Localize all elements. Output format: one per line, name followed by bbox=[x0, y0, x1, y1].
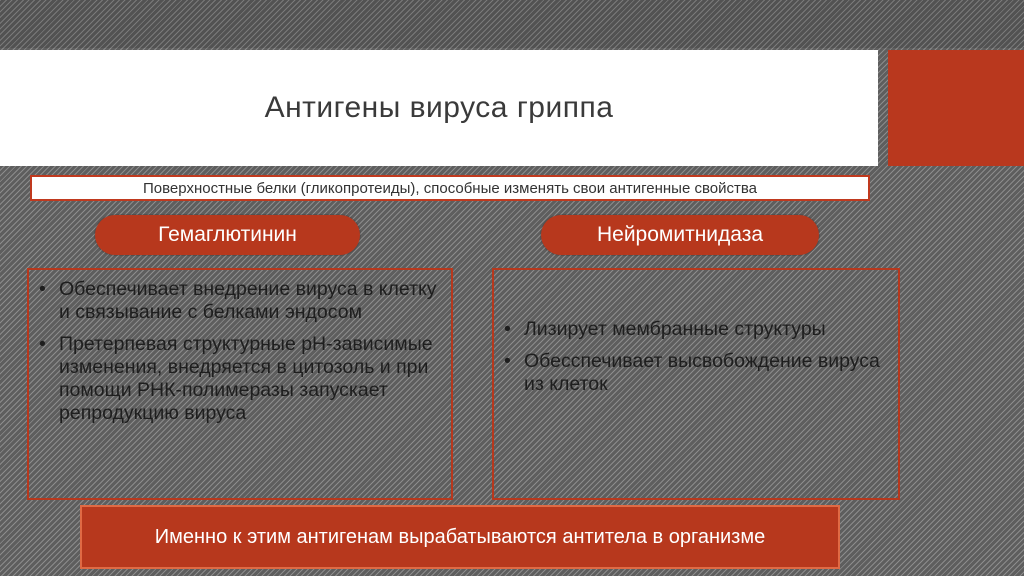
heading-hemagglutinin: Гемаглютинин bbox=[95, 215, 360, 255]
heading-neuraminidase: Нейромитнидаза bbox=[541, 215, 819, 255]
hemagglutinin-panel bbox=[27, 268, 453, 500]
accent-block bbox=[888, 50, 1024, 166]
neuraminidase-list bbox=[502, 318, 884, 396]
background-stripe bbox=[0, 0, 1024, 48]
hemagglutinin-list bbox=[37, 278, 441, 425]
slide-title: Антигены вируса гриппа bbox=[264, 91, 614, 124]
list-item: • Лизирует мембранные структуры bbox=[524, 318, 884, 341]
list-item: • Претерпевая структурные рН-зависимые изменения, внедряется в цитозоль и при помощи РНК-полимеразы запускает репродукцию вируса bbox=[59, 333, 441, 425]
subtitle-box: Поверхностные белки (гликопротеиды), способные изменять свои антигенные свойства bbox=[30, 175, 870, 201]
list-item: • Обеспечивает внедрение вируса в клетку и связывание с белками эндосом bbox=[59, 278, 441, 324]
neuraminidase-panel bbox=[492, 268, 900, 500]
footer-banner: Именно к этим антигенам вырабатываются антитела в организме bbox=[80, 505, 840, 569]
list-item: • Обесспечивает высвобождение вируса из клеток bbox=[524, 350, 884, 396]
title-bar bbox=[0, 50, 878, 166]
